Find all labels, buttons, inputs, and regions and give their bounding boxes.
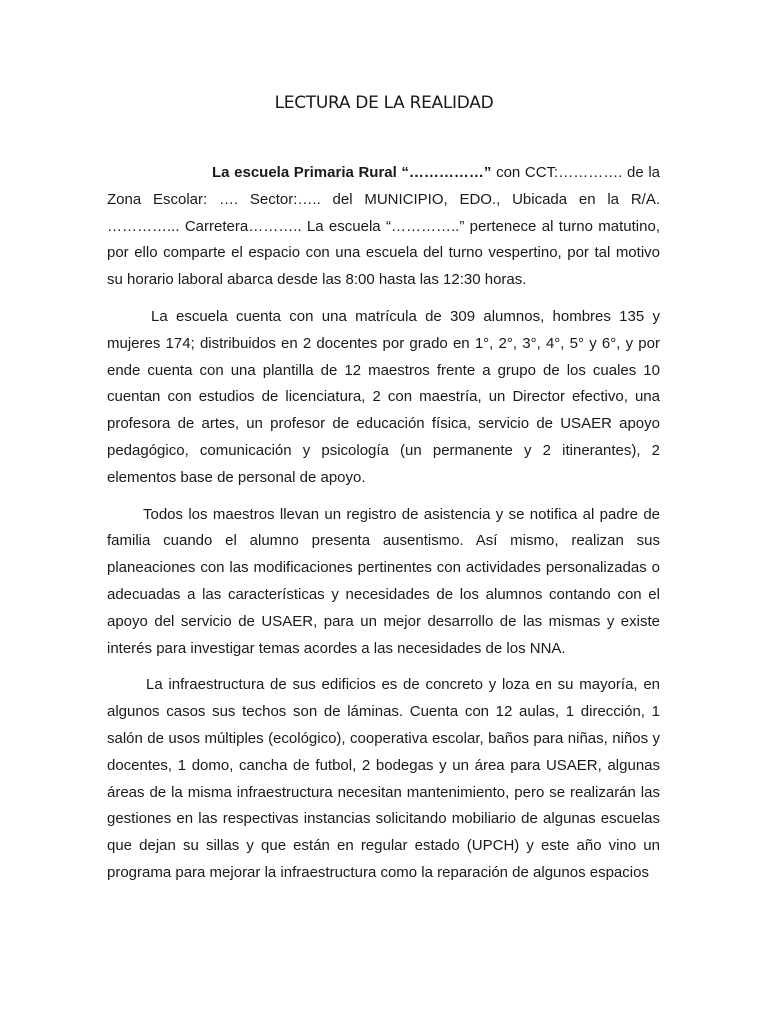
school-name-lead: La escuela Primaria Rural “……………” <box>212 164 492 181</box>
paragraph-infrastructure: La infraestructura de sus edificios es de concreto y loza en su mayoría, en algunos casos sus techos son de láminas. Cuenta con 12 aulas, 1 dirección, 1 salón de usos múltiples (ecológico), cooperativa escolar, baños para niñas, niños y docentes, 1 domo, cancha de futbol, 2 bodegas y un área para USAER, algunas áreas de la misma infraestructura necesitan mantenimiento, pero se realizarán las gestiones en las respectivas instancias solicitando mobiliario de algunas escuelas que dejan su sillas y que están en regular estado (UPCH) y este año vino un programa para mejorar la infraestructura como la reparación de algunos espacios <box>107 676 660 881</box>
paragraph-teachers: Todos los maestros llevan un registro de asistencia y se notifica al padre de familia cuando el alumno presenta ausentismo. Así mismo, realizan sus planeaciones con las modificaciones pertinentes con actividades personalizadas o adecuadas a las características y necesidades de los alumnos contando con el apoyo del servicio de USAER, para un mejor desarrollo de las mismas y existe interés para investigar temas acordes a las necesidades de los NNA. <box>107 505 660 657</box>
school-info-text: con CCT:…………. de la Zona Escolar: …. Sector:….. del MUNICIPIO, EDO., Ubicada en la R/A. …………... Carretera……….. La escuela “…………..” pertenece al turno matutino, por ello comparte el espacio con una escuela del turno vespertino, por tal motivo su horario laboral abarca desde las 8:00 hasta las 12:30 horas. <box>107 164 660 289</box>
paragraph-school-info <box>107 160 660 294</box>
document-body <box>107 160 660 897</box>
paragraph-enrollment: La escuela cuenta con una matrícula de 309 alumnos, hombres 135 y mujeres 174; distribuidos en 2 docentes por grado en 1°, 2°, 3°, 4°, 5° y 6°, y por ende cuenta con una plantilla de 12 maestros frente a grupo de los cuales 10 cuentan con estudios de licenciatura, 2 con maestría, un Director efectivo, una profesora de artes, un profesor de educación física, servicio de USAER apoyo pedagógico, comunicación y psicología (un permanente y 2 itinerantes), 2 elementos base de personal de apoyo. <box>107 307 660 486</box>
document-title: LECTURA DE LA REALIDAD <box>274 93 494 113</box>
